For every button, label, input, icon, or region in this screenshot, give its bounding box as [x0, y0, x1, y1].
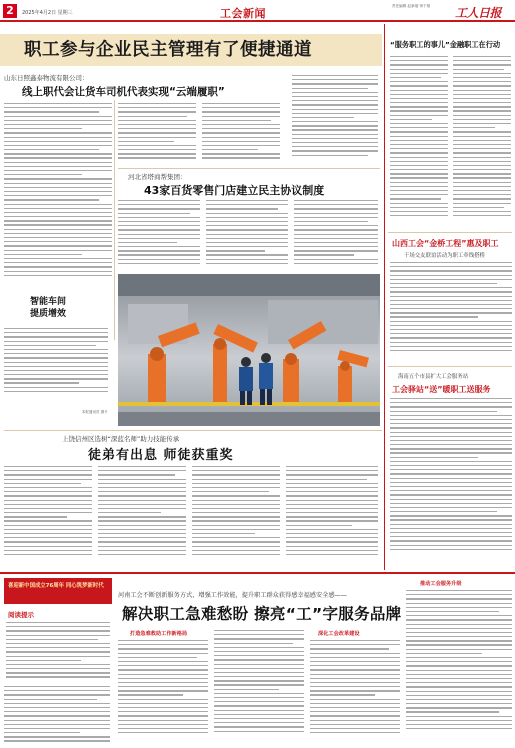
photo-credit: 本报通讯员 图片 — [81, 410, 108, 414]
lead-headline: 职工参与企业民主管理有了便捷通道 — [24, 40, 312, 60]
right-divider — [388, 366, 512, 367]
right-top-headline: “服务职工的事儿”金融职工在行动 — [390, 40, 501, 49]
bottom-headline: 解决职工急难愁盼 擦亮“工”字服务品牌 — [122, 605, 402, 623]
shangrao-headline: 徒弟有出息 师徒获重奖 — [88, 448, 234, 463]
newspaper-logo: 工人日报 — [455, 6, 502, 20]
bottom-subhead-1: 打造急难救助工作新格局 — [130, 631, 188, 637]
photo-caption — [4, 292, 112, 426]
right-top-body-col-2 — [453, 56, 511, 228]
right-divider — [388, 232, 512, 233]
bottom-kicker: 河南工会不断创新服务方式，增强工作效能，提升职工群众获得感幸福感安全感—— — [118, 592, 347, 599]
hebei-kicker: 河北省塔商帮集团： — [128, 173, 187, 181]
section-title: 工会新闻 — [220, 7, 266, 20]
bottom-subhead-3: 推动工会服务升级 — [420, 581, 462, 587]
reading-tip-label: 阅读提示 — [8, 611, 34, 619]
bottom-body-col-1 — [4, 686, 110, 744]
hebei-headline: 43家百货零售门店建立民主协议制度 — [144, 184, 325, 197]
right-mid-subhead: 干场交友联谊活动为职工牵线搭桥 — [404, 253, 485, 259]
shangrao-kicker: 上饶信州区选树“深蓝名师”助力技能传承 — [62, 435, 180, 443]
robot-workshop-image — [118, 274, 380, 426]
section-divider — [4, 430, 382, 431]
photo-caption-title-1: 智能车间 — [30, 297, 67, 307]
lead-kicker: 山东日照鑫泰物流有限公司： — [4, 74, 89, 82]
factory-photo — [118, 274, 380, 426]
bottom-subhead-2: 深化工会改革建设 — [318, 631, 360, 637]
right-mid-body — [390, 262, 512, 362]
shangrao-body-col-1 — [4, 466, 92, 566]
bottom-body-col-4 — [310, 640, 400, 744]
shangrao-body-col-4 — [286, 466, 378, 566]
bottom-body-col-5 — [406, 590, 512, 744]
right-low-body — [390, 398, 512, 566]
lead-body-col-3 — [202, 103, 280, 165]
masthead-rule — [0, 20, 515, 22]
reading-tip-body — [6, 622, 110, 682]
right-mid-headline: 山西工会“金桥工程”惠及职工 — [392, 239, 499, 248]
hebei-body-col-2 — [206, 200, 288, 272]
masthead — [0, 0, 515, 22]
lead-subhead: 线上职代会让货车司机代表实现“云端履职” — [22, 86, 225, 98]
right-low-kicker: 海南五个市县扩大工会服务站 — [398, 374, 469, 380]
photo-caption-text — [4, 328, 108, 400]
bottom-body-col-3 — [214, 630, 304, 744]
photo-caption-title-2: 提质增效 — [30, 309, 67, 319]
anniversary-banner-text: 喜迎新中国成立76周年 同心筑梦新时代 — [8, 583, 104, 589]
bottom-body-col-2 — [118, 640, 208, 744]
shangrao-body-col-2 — [98, 466, 186, 566]
lead-body-col-4 — [292, 75, 378, 165]
right-low-headline: 工会驿站“送”暖职工送服务 — [392, 385, 491, 394]
right-column-divider — [384, 24, 385, 570]
page-number: 2 — [3, 4, 17, 18]
hebei-body-col-3 — [294, 200, 378, 272]
right-top-body-col-1 — [390, 56, 448, 228]
editor-credits: 责任编辑 赵新瑞 窦于翔 — [392, 4, 431, 8]
section-divider — [118, 168, 380, 169]
issue-date: 2025年4月2日 星期三 — [22, 10, 73, 16]
hebei-body-col-1 — [118, 200, 200, 272]
column-divider — [114, 100, 115, 340]
lead-body-col-2 — [118, 103, 196, 165]
lead-body-col-1 — [4, 103, 112, 291]
shangrao-body-col-3 — [192, 466, 280, 566]
anniversary-banner — [4, 578, 112, 604]
bottom-feature-rule — [0, 572, 515, 574]
